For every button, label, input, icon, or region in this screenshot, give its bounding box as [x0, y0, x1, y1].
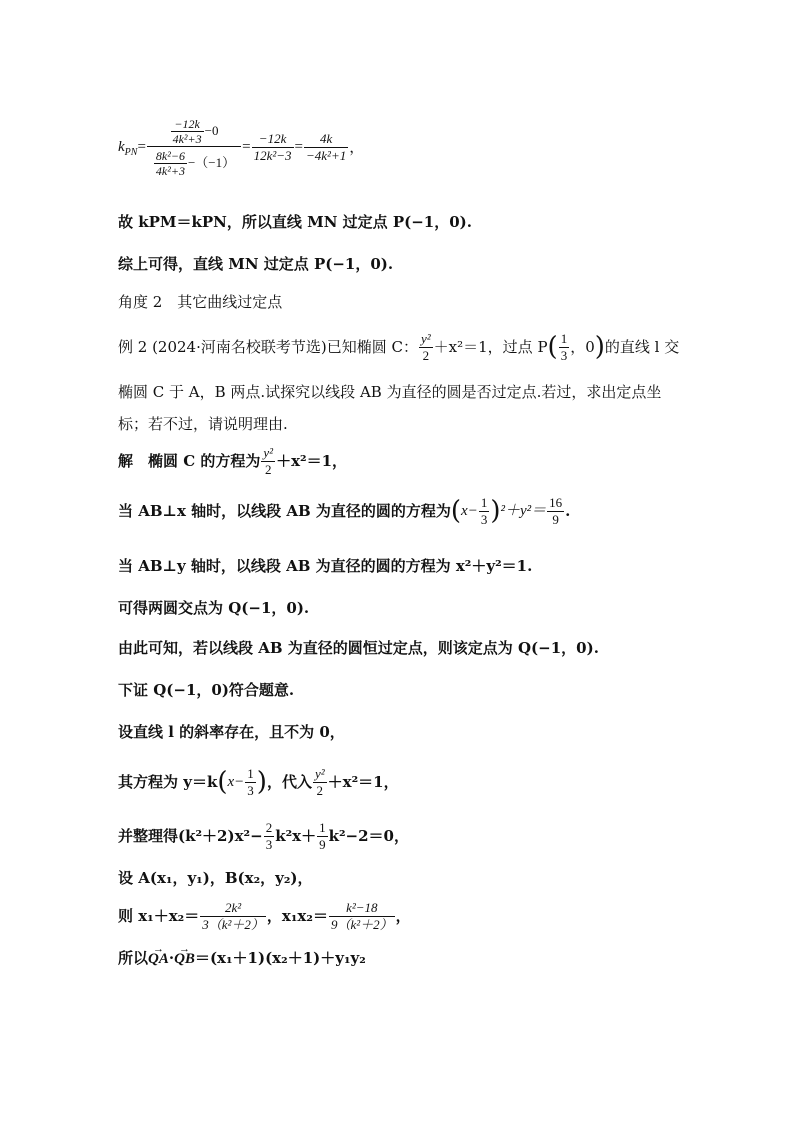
fraction-3 [304, 131, 348, 164]
vieta-product-den: 9（k²＋2） [330, 916, 393, 932]
quadratic-mid: k²x＋ [275, 827, 317, 845]
vector-qb: → QB [174, 949, 195, 969]
big-fraction-numerator [147, 117, 241, 146]
solution-suffix: ＋x²＝1， [276, 452, 348, 470]
quadratic-frac-1-num: 2 [265, 819, 273, 835]
left-paren: ( [547, 332, 558, 362]
line-eq-term: x− [227, 774, 245, 790]
ellipse-frac-num: y² [420, 330, 431, 346]
right-paren: ) [594, 332, 605, 362]
line-eq-ellipse-num: y² [314, 765, 325, 781]
solution-frac-den: 2 [261, 461, 275, 478]
solution-frac-num: y² [263, 444, 274, 460]
line-eq-suffix: ＋x²＝1， [327, 773, 399, 791]
quadratic-frac-2-num: 1 [319, 819, 326, 835]
big-fraction-denominator [147, 146, 241, 178]
line-eq-ellipse-den: 2 [313, 782, 327, 799]
fraction-2-num: −12k [258, 130, 287, 146]
point-p-frac-num: 1 [560, 330, 568, 346]
ellipse-frac-den: 2 [419, 347, 433, 364]
line-equation [118, 764, 399, 800]
example-2-suffix: 的直线 l 交 [604, 338, 680, 356]
solution-line [118, 444, 347, 478]
den-frac-bottom: 4k²+3 [155, 163, 185, 178]
comma: ， [395, 907, 411, 925]
minus-neg-one: −（−1） [187, 154, 236, 170]
text-line-conclusion-1: 故 kPM＝kPN，所以直线 MN 过定点 P(−1，0). [118, 213, 473, 231]
case-x-rhs-num: 16 [549, 494, 563, 510]
vieta-relations [118, 896, 411, 936]
quadratic-fraction-2 [317, 820, 328, 853]
vieta-product-prefix: ，x₁x₂＝ [266, 907, 328, 925]
dot-operator: · [168, 949, 175, 967]
case-x-frac-num: 1 [480, 494, 488, 510]
intersection-line: 可得两圆交点为 Q(−1，0). [118, 599, 310, 617]
vieta-sum-num: 2k² [225, 899, 242, 915]
quadratic-fraction-1 [264, 820, 275, 853]
ellipse-fraction [419, 331, 433, 364]
num-fraction [171, 117, 204, 146]
case-x-term: x− [461, 503, 478, 519]
vieta-sum-fraction [200, 900, 266, 933]
vieta-sum-prefix: 则 x₁＋x₂＝ [118, 907, 200, 925]
solution-fraction [261, 445, 275, 478]
period: . [565, 502, 571, 520]
case-x-rest: ²＋y²＝ [500, 503, 547, 519]
num-frac-top: −12k [174, 116, 200, 131]
den-frac-top: 8k²−6 [155, 148, 185, 163]
line-eq-frac-num: 1 [247, 765, 254, 781]
fraction-3-den: −4k²+1 [306, 147, 347, 163]
point-p-frac-den: 3 [560, 347, 568, 363]
proof-intro: 下证 Q(−1，0)符合题意. [118, 681, 295, 699]
vieta-sum-den: 3（k²＋2） [202, 916, 264, 932]
case-ab-perp-x [118, 494, 570, 528]
left-paren: ( [450, 496, 462, 526]
point-p-fraction [559, 331, 570, 364]
points-definition: 设 A(x₁，y₁)，B(x₂，y₂)， [118, 869, 313, 887]
quadratic-frac-2-den: 9 [319, 836, 326, 852]
fraction-2-den: 12k²−3 [253, 147, 292, 163]
line-eq-substitute: ，代入 [266, 773, 312, 791]
line-eq-fraction [245, 766, 256, 799]
case-x-rhs-fraction [547, 495, 564, 528]
example-2-line-3: 标；若不过，请说明理由. [118, 415, 288, 433]
text-line-conclusion-2: 综上可得，直线 MN 过定点 P(−1，0). [118, 255, 394, 273]
quadratic-prefix: 并整理得(k²＋2)x²− [118, 827, 263, 845]
case-x-prefix: 当 AB⊥x 轴时，以线段 AB 为直径的圆的方程为 [118, 502, 451, 520]
dot-product-line [118, 948, 366, 969]
big-fraction [147, 117, 241, 178]
num-frac-bottom: 4k²+3 [172, 131, 202, 146]
case-x-frac-den: 3 [480, 511, 488, 527]
formula-kpn [118, 102, 364, 192]
fraction-2 [252, 131, 294, 164]
equals-sign: = [294, 139, 304, 155]
den-fraction [154, 149, 187, 178]
example-2-prefix: 例 2 (2024·河南名校联考节选)已知椭圆 C： [118, 338, 418, 356]
fixed-point-claim: 由此可知，若以线段 AB 为直径的圆恒过定点，则该定点为 Q(−1，0). [118, 639, 599, 657]
kpn-symbol: $k_{PN}$ [118, 139, 138, 158]
vieta-product-num: k²−18 [346, 899, 378, 915]
equals-sign: = [242, 139, 251, 155]
case-x-fraction [479, 495, 490, 528]
comma: ， [349, 138, 365, 156]
quadratic-equation [118, 818, 409, 854]
example-2-mid: ＋x²＝1，过点 P [433, 338, 548, 356]
equals-sign: = [137, 139, 146, 155]
section-heading-angle-2: 角度 2 其它曲线过定点 [118, 293, 283, 311]
line-eq-ellipse-fraction [313, 766, 327, 799]
quadratic-suffix: k²−2＝0， [328, 827, 409, 845]
slope-assumption: 设直线 l 的斜率存在，且不为 0， [118, 723, 345, 741]
right-paren: ) [256, 767, 267, 797]
point-p-y: ，0 [570, 338, 595, 356]
dot-product-expansion: ＝(x₁＋1)(x₂＋1)＋y₁y₂ [194, 949, 366, 967]
left-paren: ( [217, 767, 228, 797]
line-eq-prefix: 其方程为 y＝k [118, 773, 218, 791]
vieta-product-fraction [329, 900, 395, 933]
right-paren: ) [490, 496, 501, 526]
solution-prefix: 解 椭圆 C 的方程为 [118, 452, 261, 470]
line-eq-frac-den: 3 [247, 782, 254, 798]
minus-zero: −0 [204, 122, 219, 138]
case-ab-perp-y: 当 AB⊥y 轴时，以线段 AB 为直径的圆的方程为 x²＋y²＝1. [118, 557, 533, 575]
quadratic-frac-1-den: 3 [265, 836, 273, 852]
vector-qa: → QA [148, 949, 169, 969]
case-x-rhs-den: 9 [547, 511, 564, 528]
example-2-line-2: 椭圆 C 于 A，B 两点.试探究以线段 AB 为直径的圆是否过定点.若过，求出定点坐 [118, 383, 662, 401]
dot-product-prefix: 所以 [118, 949, 149, 967]
example-2-line [118, 330, 679, 364]
fraction-3-num: 4k [319, 130, 333, 146]
